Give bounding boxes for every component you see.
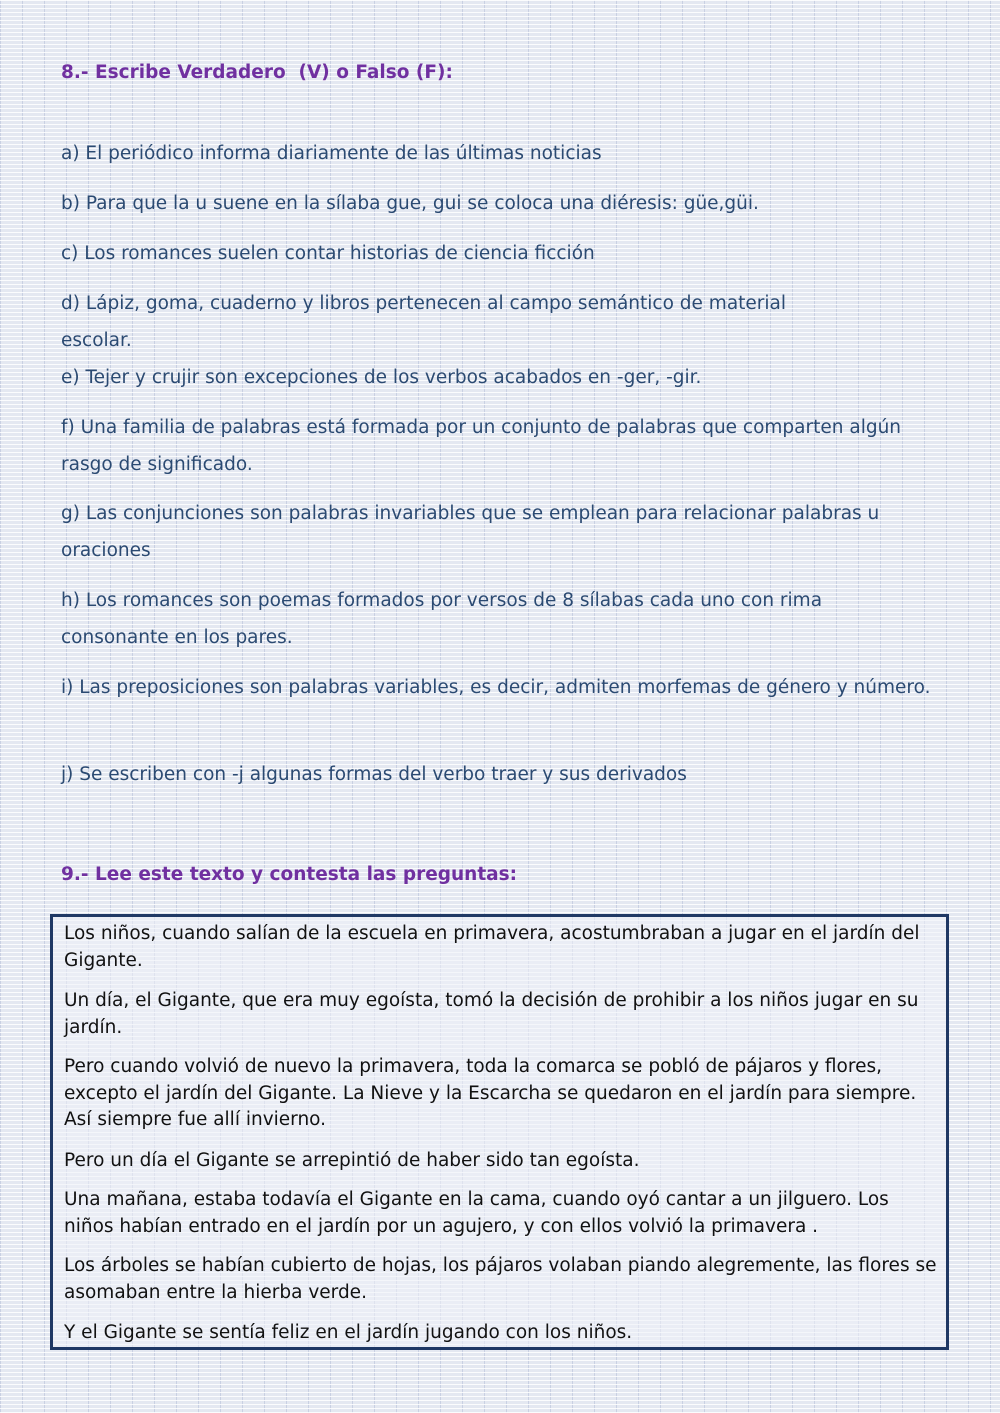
question-c: c) Los romances suelen contar historias de ciencia ficción bbox=[61, 243, 595, 264]
question-i: i) Las preposiciones son palabras variables, es decir, admiten morfemas de género y número. bbox=[61, 677, 931, 698]
story-paragraph-7: Y el Gigante se sentía feliz en el jardín jugando con los niños. bbox=[64, 1322, 633, 1343]
story-paragraph-3: Pero cuando volvió de nuevo la primavera, toda la comarca se pobló de pájaros y flores, excepto el jardín del Gigante. La Nieve y la Escarcha se quedaron en el jardín para siempre. Así siempre fue allí invierno. bbox=[64, 1056, 917, 1130]
story-paragraph-5: Una mañana, estaba todavía el Gigante en la cama, cuando oyó cantar a un jilguero. Los niños habían entrado en el jardín por un agujero, y con ellos volvió la primavera . bbox=[64, 1189, 889, 1237]
section-8-title: 8.- Escribe Verdadero (V) o Falso (F): bbox=[61, 62, 453, 83]
story-text-box bbox=[50, 914, 949, 1350]
question-a: a) El periódico informa diariamente de las últimas noticias bbox=[61, 143, 602, 164]
story-paragraph-1: Los niños, cuando salían de la escuela en primavera, acostumbraban a jugar en el jardín del Gigante. bbox=[64, 923, 920, 971]
question-g: g) Las conjunciones son palabras invariables que se emplean para relacionar palabras u oraciones bbox=[61, 503, 880, 561]
question-d: d) Lápiz, goma, cuaderno y libros pertenecen al campo semántico de material escolar. bbox=[61, 293, 787, 351]
story-paragraph-2: Un día, el Gigante, que era muy egoísta, tomó la decisión de prohibir a los niños jugar en su jardín. bbox=[64, 990, 919, 1038]
question-h: h) Los romances son poemas formados por versos de 8 sílabas cada uno con rima consonante en los pares. bbox=[61, 590, 823, 648]
question-f: f) Una familia de palabras está formada por un conjunto de palabras que comparten algún rasgo de significado. bbox=[61, 417, 902, 475]
question-b: b) Para que la u suene en la sílaba gue, gui se coloca una diéresis: güe,güi. bbox=[61, 193, 759, 214]
story-paragraph-4: Pero un día el Gigante se arrepintió de haber sido tan egoísta. bbox=[64, 1150, 640, 1171]
question-j: j) Se escriben con -j algunas formas del verbo traer y sus derivados bbox=[61, 764, 687, 785]
story-paragraph-6: Los árboles se habían cubierto de hojas, los pájaros volaban piando alegremente, las flores se asomaban entre la hierba verde. bbox=[64, 1255, 937, 1303]
section-9-title: 9.- Lee este texto y contesta las preguntas: bbox=[61, 864, 518, 885]
question-e: e) Tejer y crujir son excepciones de los verbos acabados en -ger, -gir. bbox=[61, 367, 702, 388]
